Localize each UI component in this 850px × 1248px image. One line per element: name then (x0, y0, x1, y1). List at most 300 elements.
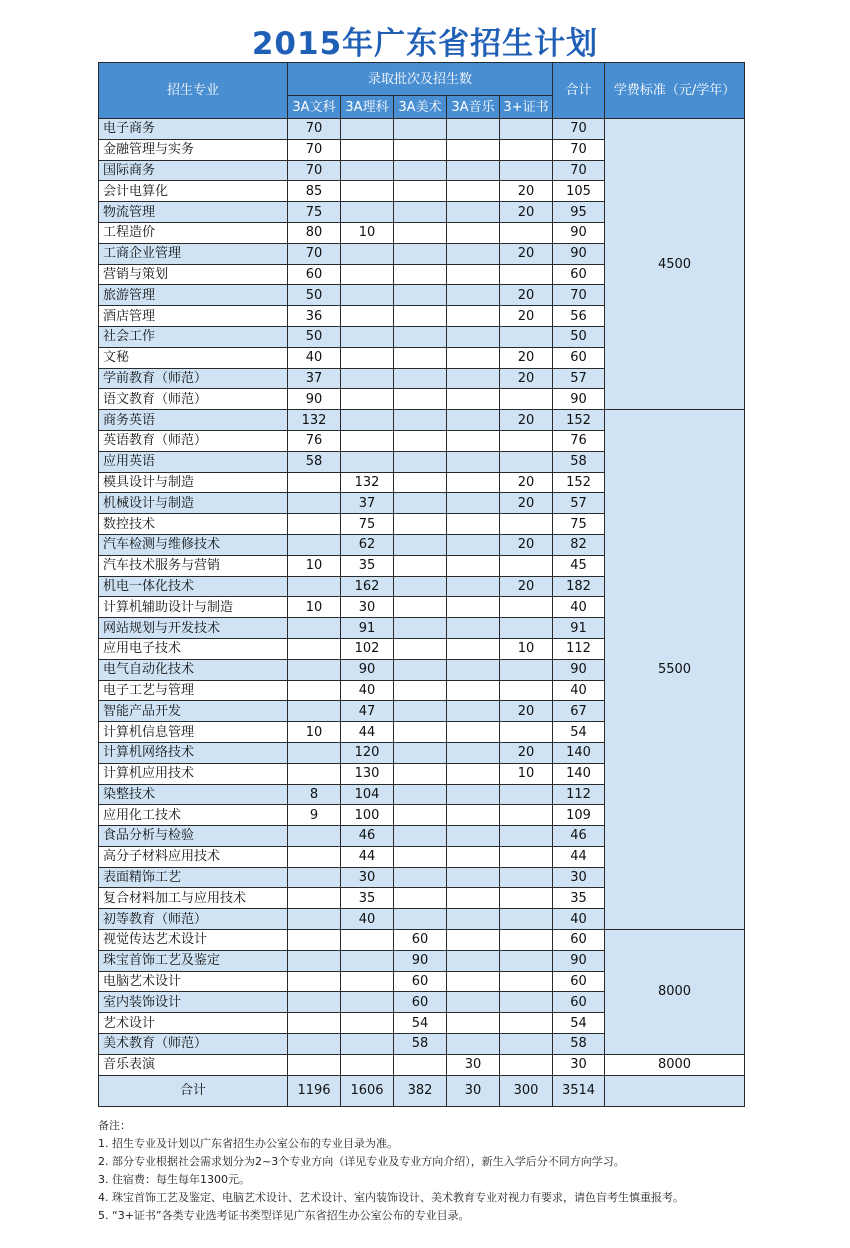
3a-science-count: 40 (341, 680, 394, 701)
major-name: 计算机辅助设计与制造 (99, 597, 288, 618)
3plus-cert-count: 20 (500, 243, 553, 264)
3a-science-count (341, 202, 394, 223)
3a-science-count: 40 (341, 909, 394, 930)
3plus-cert-count (500, 784, 553, 805)
3plus-cert-count (500, 846, 553, 867)
major-name: 学前教育（师范） (99, 368, 288, 389)
row-total: 57 (553, 368, 605, 389)
3a-science-count: 91 (341, 618, 394, 639)
3plus-cert-count (500, 514, 553, 535)
3a-music-count (447, 659, 500, 680)
3a-arts-count: 36 (288, 306, 341, 327)
header-3a-music: 3A音乐 (447, 96, 500, 119)
3a-fine-arts-count (394, 119, 447, 140)
3a-science-count (341, 389, 394, 410)
3a-fine-arts-count (394, 139, 447, 160)
3a-arts-count: 10 (288, 597, 341, 618)
3a-music-count (447, 1013, 500, 1034)
3plus-cert-count (500, 659, 553, 680)
3plus-cert-count (500, 326, 553, 347)
row-total: 90 (553, 222, 605, 243)
3a-music-count (447, 909, 500, 930)
3a-music-count (447, 493, 500, 514)
row-total: 91 (553, 618, 605, 639)
3a-science-count: 100 (341, 805, 394, 826)
totals-grand-total: 3514 (553, 1075, 605, 1106)
note-item: 1. 招生专业及计划以广东省招生办公室公布的专业目录为准。 (98, 1137, 398, 1150)
3a-arts-count (288, 472, 341, 493)
row-total: 35 (553, 888, 605, 909)
3a-music-count (447, 805, 500, 826)
major-name: 商务英语 (99, 410, 288, 431)
row-total: 112 (553, 784, 605, 805)
3plus-cert-count (500, 1013, 553, 1034)
major-name: 模具设计与制造 (99, 472, 288, 493)
3a-music-count (447, 451, 500, 472)
3a-fine-arts-count (394, 742, 447, 763)
3a-music-count (447, 701, 500, 722)
3a-fine-arts-count (394, 909, 447, 930)
3a-fine-arts-count (394, 846, 447, 867)
3a-science-count (341, 119, 394, 140)
3a-arts-count (288, 701, 341, 722)
3plus-cert-count (500, 950, 553, 971)
3a-music-count (447, 160, 500, 181)
row-total: 40 (553, 597, 605, 618)
3a-music-count (447, 784, 500, 805)
row-total: 90 (553, 950, 605, 971)
3a-fine-arts-count (394, 638, 447, 659)
3a-music-count (447, 285, 500, 306)
3a-music-count (447, 597, 500, 618)
major-name: 会计电算化 (99, 181, 288, 202)
3a-music-count (447, 430, 500, 451)
major-name: 电气自动化技术 (99, 659, 288, 680)
3plus-cert-count (500, 992, 553, 1013)
3a-music-count (447, 368, 500, 389)
3plus-cert-count (500, 222, 553, 243)
3a-arts-count (288, 493, 341, 514)
major-name: 汽车检测与维修技术 (99, 534, 288, 555)
3a-science-count: 90 (341, 659, 394, 680)
3a-science-count: 44 (341, 846, 394, 867)
major-name: 视觉传达艺术设计 (99, 930, 288, 951)
3a-science-count: 75 (341, 514, 394, 535)
major-name: 网站规划与开发技术 (99, 618, 288, 639)
3a-fine-arts-count (394, 472, 447, 493)
3plus-cert-count (500, 971, 553, 992)
3a-music-count (447, 826, 500, 847)
notes-heading: 备注： (98, 1119, 131, 1132)
row-total: 58 (553, 1034, 605, 1055)
3a-fine-arts-count (394, 659, 447, 680)
3plus-cert-count: 20 (500, 181, 553, 202)
3a-fine-arts-count (394, 347, 447, 368)
totals-3a-science: 1606 (341, 1075, 394, 1106)
3plus-cert-count (500, 430, 553, 451)
3a-arts-count (288, 638, 341, 659)
3plus-cert-count: 20 (500, 285, 553, 306)
3a-arts-count (288, 763, 341, 784)
3a-science-count (341, 264, 394, 285)
3plus-cert-count: 20 (500, 701, 553, 722)
row-total: 60 (553, 971, 605, 992)
3a-arts-count: 85 (288, 181, 341, 202)
tuition-fee: 5500 (605, 410, 745, 930)
row-total: 60 (553, 264, 605, 285)
note-item: 5. “3+证书”各类专业选考证书类型详见广东省招生办公室公布的专业目录。 (98, 1209, 470, 1222)
row-total: 46 (553, 826, 605, 847)
3a-science-count: 132 (341, 472, 394, 493)
row-total: 82 (553, 534, 605, 555)
major-name: 应用化工技术 (99, 805, 288, 826)
major-name: 营销与策划 (99, 264, 288, 285)
3a-arts-count (288, 950, 341, 971)
3a-music-count (447, 763, 500, 784)
row-total: 70 (553, 119, 605, 140)
3a-science-count (341, 430, 394, 451)
3a-fine-arts-count (394, 243, 447, 264)
totals-3plus-cert: 300 (500, 1075, 553, 1106)
major-name: 数控技术 (99, 514, 288, 535)
3a-music-count (447, 846, 500, 867)
3a-fine-arts-count (394, 722, 447, 743)
3a-fine-arts-count (394, 618, 447, 639)
3a-science-count: 44 (341, 722, 394, 743)
3a-science-count (341, 160, 394, 181)
3a-arts-count: 70 (288, 119, 341, 140)
totals-3a-music: 30 (447, 1075, 500, 1106)
3a-fine-arts-count (394, 867, 447, 888)
3plus-cert-count (500, 618, 553, 639)
3a-music-count (447, 222, 500, 243)
3a-arts-count (288, 576, 341, 597)
row-total: 60 (553, 992, 605, 1013)
3a-science-count: 37 (341, 493, 394, 514)
totals-3a-fine-arts: 382 (394, 1075, 447, 1106)
3a-arts-count: 58 (288, 451, 341, 472)
3plus-cert-count (500, 805, 553, 826)
3a-fine-arts-count (394, 763, 447, 784)
3a-arts-count: 80 (288, 222, 341, 243)
major-name: 金融管理与实务 (99, 139, 288, 160)
3a-fine-arts-count (394, 160, 447, 181)
row-total: 56 (553, 306, 605, 327)
3a-arts-count: 60 (288, 264, 341, 285)
row-total: 140 (553, 763, 605, 784)
3a-fine-arts-count (394, 410, 447, 431)
row-total: 60 (553, 347, 605, 368)
major-name: 电子商务 (99, 119, 288, 140)
row-total: 60 (553, 930, 605, 951)
3a-music-count (447, 950, 500, 971)
enrollment-table (98, 62, 745, 1107)
3a-science-count: 162 (341, 576, 394, 597)
major-name: 初等教育（师范） (99, 909, 288, 930)
major-name: 美术教育（师范） (99, 1034, 288, 1055)
major-name: 复合材料加工与应用技术 (99, 888, 288, 909)
3a-music-count (447, 389, 500, 410)
3a-fine-arts-count (394, 430, 447, 451)
3a-fine-arts-count: 60 (394, 992, 447, 1013)
major-name: 珠宝首饰工艺及鉴定 (99, 950, 288, 971)
page-title: 2015年广东省招生计划 (251, 26, 599, 62)
3a-music-count (447, 888, 500, 909)
3a-science-count: 47 (341, 701, 394, 722)
3a-music-count (447, 306, 500, 327)
3a-music-count (447, 264, 500, 285)
3plus-cert-count (500, 722, 553, 743)
major-name: 染整技术 (99, 784, 288, 805)
3plus-cert-count (500, 888, 553, 909)
3plus-cert-count (500, 909, 553, 930)
3a-music-count (447, 992, 500, 1013)
major-name: 应用英语 (99, 451, 288, 472)
3a-music-count (447, 638, 500, 659)
3a-fine-arts-count (394, 264, 447, 285)
3a-fine-arts-count (394, 202, 447, 223)
3plus-cert-count (500, 160, 553, 181)
3a-arts-count (288, 659, 341, 680)
row-total: 67 (553, 701, 605, 722)
3a-fine-arts-count (394, 326, 447, 347)
row-total: 50 (553, 326, 605, 347)
major-name: 电子工艺与管理 (99, 680, 288, 701)
3a-arts-count (288, 992, 341, 1013)
3plus-cert-count: 20 (500, 576, 553, 597)
3a-arts-count: 10 (288, 722, 341, 743)
3a-fine-arts-count: 60 (394, 930, 447, 951)
totals-3a-arts: 1196 (288, 1075, 341, 1106)
row-total: 44 (553, 846, 605, 867)
3a-science-count (341, 181, 394, 202)
3a-science-count: 46 (341, 826, 394, 847)
3a-music-count (447, 742, 500, 763)
3plus-cert-count: 20 (500, 368, 553, 389)
major-name: 社会工作 (99, 326, 288, 347)
3a-arts-count (288, 846, 341, 867)
major-name: 酒店管理 (99, 306, 288, 327)
row-total: 112 (553, 638, 605, 659)
3a-arts-count (288, 909, 341, 930)
major-name: 英语教育（师范） (99, 430, 288, 451)
row-total: 30 (553, 1054, 605, 1075)
3a-music-count (447, 472, 500, 493)
row-total: 109 (553, 805, 605, 826)
major-name: 计算机网络技术 (99, 742, 288, 763)
3a-science-count (341, 368, 394, 389)
3a-science-count: 120 (341, 742, 394, 763)
tuition-fee: 8000 (605, 1054, 745, 1075)
tuition-fee: 8000 (605, 930, 745, 1055)
3plus-cert-count: 10 (500, 763, 553, 784)
major-name: 表面精饰工艺 (99, 867, 288, 888)
3a-science-count (341, 326, 394, 347)
3a-fine-arts-count: 60 (394, 971, 447, 992)
major-name: 室内装饰设计 (99, 992, 288, 1013)
totals-row (99, 1075, 745, 1106)
3a-fine-arts-count: 90 (394, 950, 447, 971)
3a-music-count (447, 971, 500, 992)
row-total: 95 (553, 202, 605, 223)
3a-arts-count (288, 514, 341, 535)
row-total: 54 (553, 722, 605, 743)
3plus-cert-count: 20 (500, 347, 553, 368)
major-name: 音乐表演 (99, 1054, 288, 1075)
header-major: 招生专业 (99, 63, 288, 119)
row-total: 90 (553, 243, 605, 264)
row-total: 45 (553, 555, 605, 576)
major-name: 旅游管理 (99, 285, 288, 306)
3a-arts-count (288, 867, 341, 888)
row-total: 58 (553, 451, 605, 472)
major-name: 机电一体化技术 (99, 576, 288, 597)
3a-music-count (447, 1034, 500, 1055)
note-item: 3. 住宿费：每生每年1300元。 (98, 1173, 250, 1186)
3a-music-count (447, 555, 500, 576)
header-3a-fine-arts: 3A美术 (394, 96, 447, 119)
major-name: 工商企业管理 (99, 243, 288, 264)
3a-science-count (341, 285, 394, 306)
3a-music-count (447, 202, 500, 223)
3a-fine-arts-count (394, 597, 447, 618)
row-total: 182 (553, 576, 605, 597)
major-name: 机械设计与制造 (99, 493, 288, 514)
table-row (99, 410, 745, 431)
3a-arts-count: 40 (288, 347, 341, 368)
3a-science-count (341, 971, 394, 992)
3plus-cert-count (500, 1034, 553, 1055)
row-total: 140 (553, 742, 605, 763)
3plus-cert-count: 20 (500, 306, 553, 327)
row-total: 40 (553, 680, 605, 701)
3a-fine-arts-count (394, 493, 447, 514)
3a-fine-arts-count (394, 680, 447, 701)
3plus-cert-count: 20 (500, 410, 553, 431)
major-name: 电脑艺术设计 (99, 971, 288, 992)
3a-science-count (341, 992, 394, 1013)
3a-arts-count (288, 1034, 341, 1055)
3a-music-count (447, 618, 500, 639)
3a-science-count: 30 (341, 597, 394, 618)
3a-arts-count: 90 (288, 389, 341, 410)
header-fee: 学费标准（元/学年） (605, 63, 745, 119)
notes (98, 1117, 798, 1225)
3a-fine-arts-count (394, 368, 447, 389)
row-total: 76 (553, 430, 605, 451)
3plus-cert-count: 20 (500, 742, 553, 763)
3a-fine-arts-count (394, 784, 447, 805)
3a-science-count: 62 (341, 534, 394, 555)
3a-fine-arts-count (394, 222, 447, 243)
3plus-cert-count: 20 (500, 202, 553, 223)
3a-arts-count: 70 (288, 139, 341, 160)
3a-science-count (341, 930, 394, 951)
3a-music-count (447, 722, 500, 743)
3a-arts-count (288, 930, 341, 951)
3a-arts-count (288, 888, 341, 909)
3plus-cert-count (500, 930, 553, 951)
table-row (99, 1054, 745, 1075)
3a-music-count (447, 181, 500, 202)
3a-fine-arts-count (394, 701, 447, 722)
row-total: 57 (553, 493, 605, 514)
3a-fine-arts-count (394, 576, 447, 597)
3a-music-count (447, 930, 500, 951)
3a-arts-count: 70 (288, 160, 341, 181)
3a-arts-count (288, 680, 341, 701)
3plus-cert-count (500, 451, 553, 472)
3a-music-count (447, 514, 500, 535)
row-total: 30 (553, 867, 605, 888)
3a-fine-arts-count (394, 826, 447, 847)
3a-arts-count: 9 (288, 805, 341, 826)
3plus-cert-count (500, 555, 553, 576)
major-name: 国际商务 (99, 160, 288, 181)
3a-fine-arts-count (394, 514, 447, 535)
3a-arts-count: 76 (288, 430, 341, 451)
3a-arts-count: 50 (288, 326, 341, 347)
totals-fee (605, 1075, 745, 1106)
3a-music-count (447, 410, 500, 431)
3a-fine-arts-count (394, 534, 447, 555)
major-name: 物流管理 (99, 202, 288, 223)
3plus-cert-count: 20 (500, 493, 553, 514)
major-name: 汽车技术服务与营销 (99, 555, 288, 576)
row-total: 90 (553, 389, 605, 410)
note-item: 4. 珠宝首饰工艺及鉴定、电脑艺术设计、艺术设计、室内装饰设计、美术教育专业对视力有要求，请色盲考生慎重报考。 (98, 1191, 684, 1204)
3a-science-count (341, 139, 394, 160)
major-name: 文秘 (99, 347, 288, 368)
3a-fine-arts-count (394, 451, 447, 472)
major-name: 高分子材料应用技术 (99, 846, 288, 867)
3a-fine-arts-count: 54 (394, 1013, 447, 1034)
table-body (99, 119, 745, 1076)
major-name: 智能产品开发 (99, 701, 288, 722)
3a-arts-count: 8 (288, 784, 341, 805)
header-total: 合计 (553, 63, 605, 119)
3a-arts-count: 37 (288, 368, 341, 389)
3a-science-count (341, 243, 394, 264)
row-total: 152 (553, 472, 605, 493)
3a-arts-count (288, 1013, 341, 1034)
row-total: 70 (553, 139, 605, 160)
3plus-cert-count (500, 119, 553, 140)
row-total: 75 (553, 514, 605, 535)
header-batch-group: 录取批次及招生数 (288, 63, 553, 96)
3a-music-count (447, 576, 500, 597)
row-total: 40 (553, 909, 605, 930)
3a-science-count (341, 306, 394, 327)
row-total: 90 (553, 659, 605, 680)
3a-music-count: 30 (447, 1054, 500, 1075)
3a-fine-arts-count (394, 805, 447, 826)
row-total: 152 (553, 410, 605, 431)
3a-arts-count: 10 (288, 555, 341, 576)
3a-music-count (447, 534, 500, 555)
3a-fine-arts-count (394, 1054, 447, 1075)
header-3a-arts: 3A文科 (288, 96, 341, 119)
row-total: 105 (553, 181, 605, 202)
major-name: 艺术设计 (99, 1013, 288, 1034)
3a-science-count (341, 950, 394, 971)
3plus-cert-count (500, 139, 553, 160)
row-total: 54 (553, 1013, 605, 1034)
3plus-cert-count (500, 597, 553, 618)
3a-arts-count: 50 (288, 285, 341, 306)
3plus-cert-count (500, 1054, 553, 1075)
3a-fine-arts-count (394, 389, 447, 410)
